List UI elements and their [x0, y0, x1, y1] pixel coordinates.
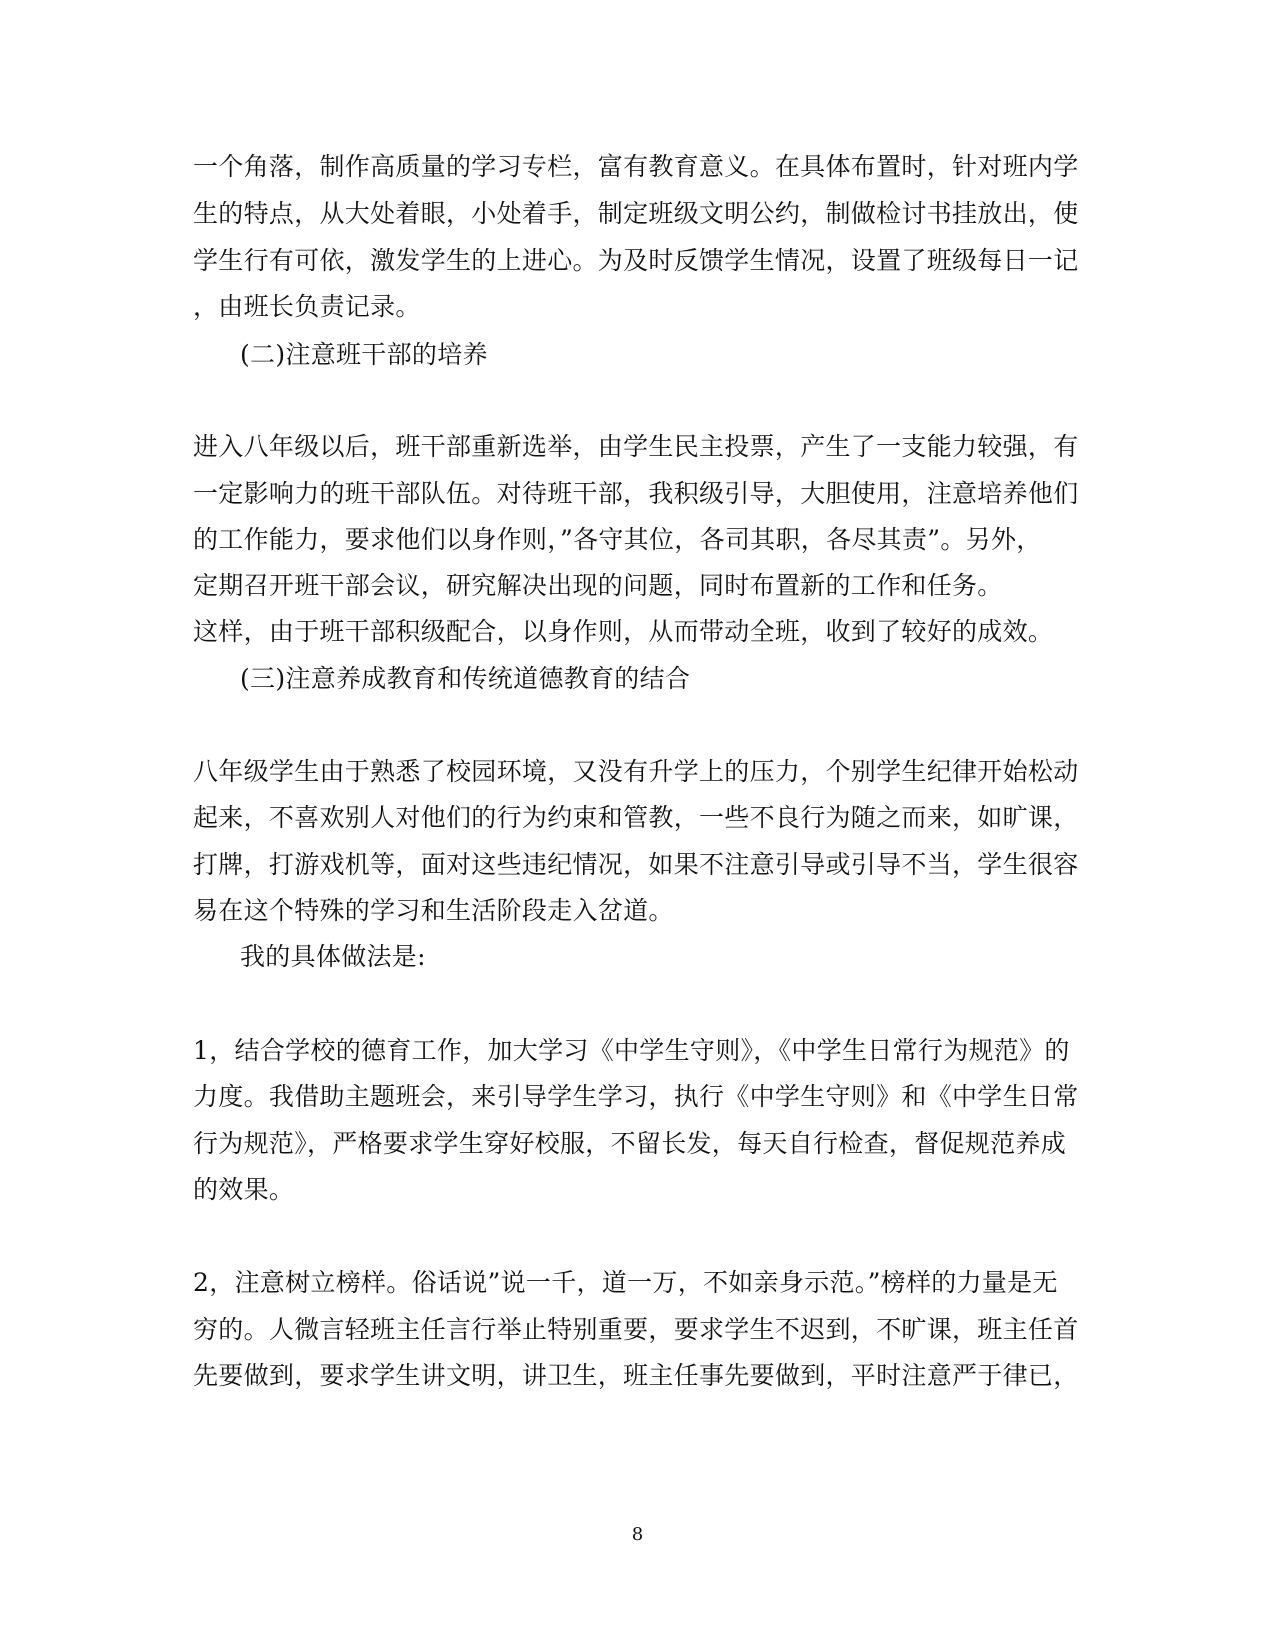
section-heading: (二)注意班干部的培养	[240, 340, 488, 369]
text-line: 进入八年级以后，班干部重新选举，由学生民主投票，产生了一支能力较强，有	[193, 432, 1079, 461]
text-line: 行为规范》，严格要求学生穿好校服，不留长发，每天自行检查，督促规范养成	[193, 1129, 1067, 1158]
text-line: 易在这个特殊的学习和生活阶段走入岔道。	[193, 896, 674, 925]
list-item: 2，注意树立榜样。俗话说”说一千，道一万，不如亲身示范。”榜样的力量是无	[193, 1268, 1058, 1297]
text-line: 生的特点，从大处着眼，小处着手，制定班级文明公约，制做检讨书挂放出，使	[193, 199, 1079, 228]
text-line: 起来，不喜欢别人对他们的行为约束和管教，一些不良行为随之而来，如旷课，	[193, 803, 1079, 832]
text-line: 的效果。	[193, 1175, 295, 1204]
text-line: 八年级学生由于熟悉了校园环境，又没有升学上的压力，个别学生纪律开始松动	[193, 757, 1079, 786]
text-line: 穷的。人微言轻班主任言行举止特别重要，要求学生不迟到，不旷课，班主任首	[193, 1315, 1079, 1344]
text-line: 先要做到，要求学生讲文明，讲卫生，班主任事先要做到，平时注意严于律已，	[193, 1361, 1079, 1390]
text-line: ，由班长负责记录。	[193, 292, 421, 321]
text-line: 定期召开班干部会议，研究解决出现的问题，同时布置新的工作和任务。	[193, 571, 1003, 600]
text-line: 一个角落，制作高质量的学习专栏，富有教育意义。在具体布置时，针对班内学	[193, 152, 1079, 181]
text-line: 这样，由于班干部积级配合，以身作则，从而带动全班，收到了较好的成效。	[193, 617, 1054, 646]
text-line: 一定影响力的班干部队伍。对待班干部，我积级引导，大胆使用，注意培养他们	[193, 479, 1079, 508]
text-line: 我的具体做法是:	[240, 942, 426, 971]
text-line: 的工作能力，要求他们以身作则，”各守其位，各司其职，各尽其责”。另外，	[193, 525, 1042, 554]
page-number: 8	[631, 1524, 644, 1545]
list-item: 1，结合学校的德育工作，加大学习《中学生守则》，《中学生日常行为规范》的	[193, 1036, 1070, 1065]
text-line: 打牌，打游戏机等，面对这些违纪情况，如果不注意引导或引导不当，学生很容	[193, 850, 1079, 879]
text-line: 学生行有可依，激发学生的上进心。为及时反馈学生情况，设置了班级每日一记	[193, 246, 1079, 275]
text-line: 力度。我借助主题班会，来引导学生学习，执行《中学生守则》和《中学生日常	[193, 1082, 1079, 1111]
section-heading: (三)注意养成教育和传统道德教育的结合	[240, 664, 691, 693]
